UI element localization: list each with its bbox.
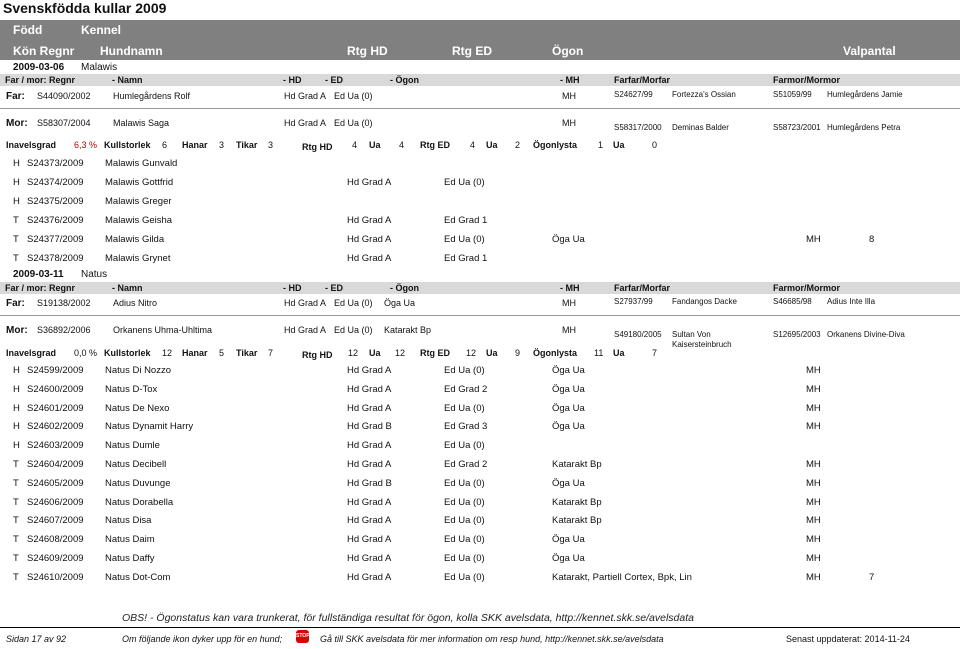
hanar-value: 3 (219, 140, 225, 150)
ed-ua-value: 9 (515, 348, 521, 358)
pup-name: Natus Di Nozzo (105, 365, 171, 376)
pup-ed: Ed Ua (0) (444, 234, 485, 245)
hanar-value: 5 (219, 348, 225, 358)
sub-namn: - Namn (112, 283, 143, 293)
far-gp1-reg: S24627/99 (614, 90, 653, 99)
far-regnr: S19138/2002 (37, 298, 91, 308)
sub-hd: - HD (283, 283, 302, 293)
pup-name: Malawis Gunvald (105, 158, 178, 169)
pup-name: Natus Duvunge (105, 477, 171, 489)
sub-mh: - MH (560, 75, 580, 85)
mor-mh: MH (562, 118, 576, 128)
pup-hd: Hd Grad A (347, 215, 392, 226)
header-rtg-ed: Rtg ED (452, 44, 492, 58)
pup-regnr: S24607/2009 (27, 515, 84, 527)
tikar-value: 3 (268, 140, 274, 150)
pup-hd: Hd Grad A (347, 496, 392, 508)
mor-label: Mor: (6, 118, 28, 129)
pup-ogon: Katarakt, Partiell Cortex, Bpk, Lin (552, 571, 692, 583)
mor-mh: MH (562, 325, 576, 335)
obs-note (122, 612, 694, 624)
row-separator (0, 108, 960, 109)
ed-ua-label: Ua (486, 348, 498, 358)
pup-regnr: S24599/2009 (27, 365, 84, 376)
pup-name: Malawis Greger (105, 196, 172, 207)
pup-hd: Hd Grad A (347, 365, 392, 376)
row-separator (0, 315, 960, 316)
pup-ogon: Öga Ua (552, 365, 585, 376)
pup-sex: H (13, 158, 20, 169)
ogon-ua-label: Ua (613, 348, 625, 358)
ogonlysta-label: Ögonlysta (533, 140, 578, 150)
pup-mh: MH (806, 571, 821, 583)
litter-kennel: Malawis (81, 62, 118, 73)
pup-name: Natus Dot-Com (105, 571, 171, 583)
tikar-label: Tikar (236, 140, 258, 150)
sub-ed: - ED (325, 75, 343, 85)
tikar-value: 7 (268, 348, 274, 358)
sub-ed: - ED (325, 283, 343, 293)
mor-name: Orkanens Uhma-Uhltima (113, 325, 213, 335)
pup-hd: Hd Grad B (347, 421, 392, 433)
pup-ed: Ed Grad 2 (444, 383, 488, 395)
pup-name: Natus Decibell (105, 459, 167, 470)
footer-updated: Senast uppdaterat: 2014-11-24 (786, 634, 910, 644)
pup-sex: T (13, 477, 19, 489)
rtg-hd-label: Rtg HD (302, 350, 333, 360)
pup-regnr: S24375/2009 (27, 196, 84, 207)
pup-sex: H (13, 421, 20, 433)
header-ogon: Ögon (552, 44, 584, 58)
far-label: Far: (6, 91, 25, 102)
hanar-label: Hanar (182, 348, 208, 358)
pup-name: Natus Daffy (105, 553, 155, 564)
ogon-ua-value: 0 (652, 140, 658, 150)
sub-ogon: - Ögon (390, 75, 419, 85)
hd-ua-value: 12 (395, 348, 406, 358)
mor-gp2-name: Humlegårdens Petra (827, 123, 901, 132)
pup-sex: H (13, 402, 20, 414)
sub-ogon: - Ögon (390, 283, 419, 293)
mor-name: Malawis Saga (113, 118, 170, 128)
pup-ed: Ed Ua (0) (444, 496, 485, 508)
pup-ogon: Katarakt Bp (552, 496, 602, 508)
tikar-label: Tikar (236, 348, 258, 358)
pup-valpantal: 8 (869, 234, 875, 245)
pup-ed: Ed Ua (0) (444, 402, 485, 414)
far-gp2-name: Adius Inte Illa (827, 297, 876, 306)
kullstorlek-label: Kullstorlek (104, 140, 151, 150)
pup-name: Malawis Grynet (105, 253, 171, 264)
mor-gp2-reg: S12695/2003 (773, 330, 821, 339)
far-ed: Ed Ua (0) (334, 91, 373, 101)
rtg-hd-value: 4 (352, 140, 358, 150)
pup-hd: Hd Grad A (347, 234, 392, 245)
pup-hd: Hd Grad A (347, 383, 392, 395)
sub-far-mor: Far / mor: Regnr (5, 283, 76, 293)
pup-sex: H (13, 365, 20, 376)
rtg-ed-value: 4 (470, 140, 476, 150)
footer-page: Sidan 17 av 92 (6, 634, 67, 644)
hd-ua-label: Ua (369, 348, 381, 358)
mor-gp1-reg: S58317/2000 (614, 123, 662, 132)
pup-name: Natus D-Tox (105, 383, 158, 395)
pup-regnr: S24609/2009 (27, 553, 84, 564)
pup-hd: Hd Grad A (347, 440, 392, 452)
far-regnr: S44090/2002 (37, 91, 91, 101)
far-ed: Ed Ua (0) (334, 298, 373, 308)
header-valpantal: Valpantal (843, 44, 896, 58)
page-title: Svenskfödda kullar 2009 (3, 0, 167, 16)
footer-info: Gå till SKK avelsdata för mer information om resp hund, http://kennet.skk.se/avelsdata (320, 634, 664, 644)
ed-ua-label: Ua (486, 140, 498, 150)
mor-hd: Hd Grad A (284, 325, 327, 335)
pup-ed: Ed Ua (0) (444, 477, 485, 489)
pup-hd: Hd Grad A (347, 177, 392, 188)
pup-name: Malawis Geisha (105, 215, 173, 226)
pup-ed: Ed Ua (0) (444, 515, 485, 527)
far-gp2-reg: S46685/98 (773, 297, 812, 306)
pup-mh: MH (806, 383, 821, 395)
pup-regnr: S24378/2009 (27, 253, 84, 264)
pup-regnr: S24608/2009 (27, 534, 84, 546)
pup-hd: Hd Grad A (347, 553, 392, 564)
mor-gp1-reg: S49180/2005 (614, 330, 662, 339)
inavelsgrad-label: Inavelsgrad (6, 348, 57, 358)
litter-kennel: Natus (81, 269, 108, 280)
pup-regnr: S24373/2009 (27, 158, 84, 169)
pup-name: Natus Dumle (105, 440, 160, 452)
pup-regnr: S24603/2009 (27, 440, 84, 452)
ogonlysta-value: 1 (598, 140, 604, 150)
far-hd: Hd Grad A (284, 298, 327, 308)
pup-name: Malawis Gottfrid (105, 177, 174, 188)
mor-gp2-reg: S58723/2001 (773, 123, 821, 132)
pup-hd: Hd Grad A (347, 534, 392, 546)
pup-valpantal: 7 (869, 571, 875, 583)
pup-mh: MH (806, 365, 821, 376)
pup-sex: T (13, 515, 19, 527)
pup-ogon: Öga Ua (552, 383, 585, 395)
far-mh: MH (562, 91, 576, 101)
pup-regnr: S24605/2009 (27, 477, 84, 489)
pup-sex: T (13, 571, 19, 583)
pup-mh: MH (806, 421, 821, 433)
hd-ua-label: Ua (369, 140, 381, 150)
pup-ed: Ed Grad 2 (444, 459, 488, 470)
pup-regnr: S24606/2009 (27, 496, 84, 508)
pup-ed: Ed Grad 1 (444, 215, 488, 226)
pup-regnr: S24602/2009 (27, 421, 84, 433)
far-mh: MH (562, 298, 576, 308)
header-kennel: Kennel (81, 23, 122, 37)
pup-mh: MH (806, 477, 821, 489)
far-hd: Hd Grad A (284, 91, 327, 101)
kullstorlek-label: Kullstorlek (104, 348, 151, 358)
litter-date: 2009-03-11 (13, 269, 64, 280)
hd-ua-value: 4 (399, 140, 405, 150)
pup-ed: Ed Ua (0) (444, 534, 485, 546)
stop-icon-label: STOP (296, 630, 309, 643)
inavelsgrad-value: 6,3 % (74, 140, 98, 150)
pup-sex: T (13, 534, 19, 546)
pup-name: Malawis Gilda (105, 234, 165, 245)
rtg-ed-label: Rtg ED (420, 140, 450, 150)
obs-text: OBS! - Ögonstatus kan vara trunkerat, för fullständiga resultat för ögon, kolla SKK avelsdata, http://kennet.skk.se/avelsdata (122, 612, 694, 624)
header-fodd: Född (13, 23, 43, 37)
pup-mh: MH (806, 534, 821, 546)
sub-far-mor: Far / mor: Regnr (5, 75, 76, 85)
mor-ed: Ed Ua (0) (334, 325, 373, 335)
pup-regnr: S24604/2009 (27, 459, 84, 470)
pup-regnr: S24376/2009 (27, 215, 84, 226)
pup-name: Natus Daim (105, 534, 155, 546)
far-name: Humlegårdens Rolf (113, 91, 191, 101)
pup-mh: MH (806, 496, 821, 508)
pup-ogon: Öga Ua (552, 477, 585, 489)
inavelsgrad-value: 0,0 % (74, 348, 98, 358)
kullstorlek-value: 12 (162, 348, 173, 358)
far-gp2-reg: S51059/99 (773, 90, 812, 99)
far-label: Far: (6, 298, 25, 309)
far-gp2-name: Humlegårdens Jamie (827, 90, 903, 99)
pup-mh: MH (806, 402, 821, 414)
rtg-ed-label: Rtg ED (420, 348, 450, 358)
pup-hd: Hd Grad B (347, 477, 392, 489)
far-gp1-name: Fandangos Dacke (672, 297, 737, 306)
pup-ed: Ed Ua (0) (444, 365, 485, 376)
pup-name: Natus Disa (105, 515, 152, 527)
pup-ogon: Öga Ua (552, 402, 585, 414)
ogonlysta-value: 11 (594, 348, 604, 358)
pup-ogon: Öga Ua (552, 421, 585, 433)
pup-ed: Ed Ua (0) (444, 553, 485, 564)
mor-regnr: S58307/2004 (37, 118, 91, 128)
pup-name: Natus Dorabella (105, 496, 174, 508)
pup-ogon: Öga Ua (552, 234, 585, 245)
pup-hd: Hd Grad A (347, 402, 392, 414)
ed-ua-value: 2 (515, 140, 521, 150)
rtg-hd-label: Rtg HD (302, 142, 333, 152)
footer-icon-text: Om följande ikon dyker upp för en hund; (122, 634, 283, 644)
pup-ogon: Öga Ua (552, 553, 585, 564)
pup-ed: Ed Ua (0) (444, 177, 485, 188)
pup-sex: H (13, 440, 20, 452)
footer-separator (0, 627, 960, 628)
mor-gp1-name: Deminas Balder (672, 123, 729, 132)
mor-label: Mor: (6, 325, 28, 336)
rtg-ed-value: 12 (466, 348, 477, 358)
pup-hd: Hd Grad A (347, 571, 392, 583)
pup-sex: T (13, 553, 19, 564)
mor-regnr: S36892/2006 (37, 325, 91, 335)
pup-ed: Ed Grad 3 (444, 421, 488, 433)
far-name: Adius Nitro (113, 298, 158, 308)
sub-hd: - HD (283, 75, 302, 85)
pup-sex: T (13, 253, 19, 264)
mor-gp1-name: Sultan Von Kaisersteinbruch (672, 330, 732, 349)
pup-hd: Hd Grad A (347, 253, 392, 264)
far-ogon: Öga Ua (384, 298, 416, 308)
pup-mh: MH (806, 515, 821, 527)
sub-farfar: Farfar/Morfar (614, 283, 671, 293)
pup-sex: H (13, 177, 20, 188)
header-hundnamn: Hundnamn (100, 44, 163, 58)
pup-name: Natus De Nexo (105, 402, 170, 414)
ogon-ua-value: 7 (652, 348, 658, 358)
pup-regnr: S24377/2009 (27, 234, 84, 245)
pup-mh: MH (806, 234, 821, 245)
pup-ogon: Katarakt Bp (552, 459, 602, 470)
hanar-label: Hanar (182, 140, 208, 150)
stop-icon (296, 630, 309, 643)
ogonlysta-label: Ögonlysta (533, 348, 578, 358)
kullstorlek-value: 6 (162, 140, 168, 150)
header-kon-regnr: Kön Regnr (13, 44, 75, 58)
pup-sex: H (13, 196, 20, 207)
pup-sex: T (13, 459, 19, 470)
pup-name: Natus Dynamit Harry (105, 421, 194, 433)
pup-ogon: Katarakt Bp (552, 515, 602, 527)
far-gp1-name: Fortezza's Ossian (672, 90, 736, 99)
pup-regnr: S24374/2009 (27, 177, 84, 188)
sub-farmor: Farmor/Mormor (773, 75, 841, 85)
pup-ed: Ed Ua (0) (444, 440, 485, 452)
sub-namn: - Namn (112, 75, 143, 85)
sub-farfar: Farfar/Morfar (614, 75, 671, 85)
pup-ed: Ed Grad 1 (444, 253, 488, 264)
pup-sex: H (13, 383, 20, 395)
pup-ogon: Öga Ua (552, 534, 585, 546)
header-rtg-hd: Rtg HD (347, 44, 388, 58)
pup-ed: Ed Ua (0) (444, 571, 485, 583)
pup-mh: MH (806, 459, 821, 470)
rtg-hd-value: 12 (348, 348, 359, 358)
ogon-ua-label: Ua (613, 140, 625, 150)
pup-hd: Hd Grad A (347, 459, 392, 470)
pup-sex: T (13, 496, 19, 508)
inavelsgrad-label: Inavelsgrad (6, 140, 57, 150)
mor-ed: Ed Ua (0) (334, 118, 373, 128)
pup-regnr: S24600/2009 (27, 383, 84, 395)
mor-ogon: Katarakt Bp (384, 325, 432, 335)
pup-regnr: S24610/2009 (27, 571, 84, 583)
litter-date: 2009-03-06 (13, 62, 65, 73)
pup-hd: Hd Grad A (347, 515, 392, 527)
sub-farmor: Farmor/Mormor (773, 283, 841, 293)
mor-hd: Hd Grad A (284, 118, 327, 128)
pup-sex: T (13, 234, 19, 245)
pup-sex: T (13, 215, 19, 226)
mor-gp2-name: Orkanens Divine-Diva (827, 330, 905, 339)
far-gp1-reg: S27937/99 (614, 297, 653, 306)
sub-mh: - MH (560, 283, 580, 293)
pup-regnr: S24601/2009 (27, 402, 84, 414)
pup-mh: MH (806, 553, 821, 564)
